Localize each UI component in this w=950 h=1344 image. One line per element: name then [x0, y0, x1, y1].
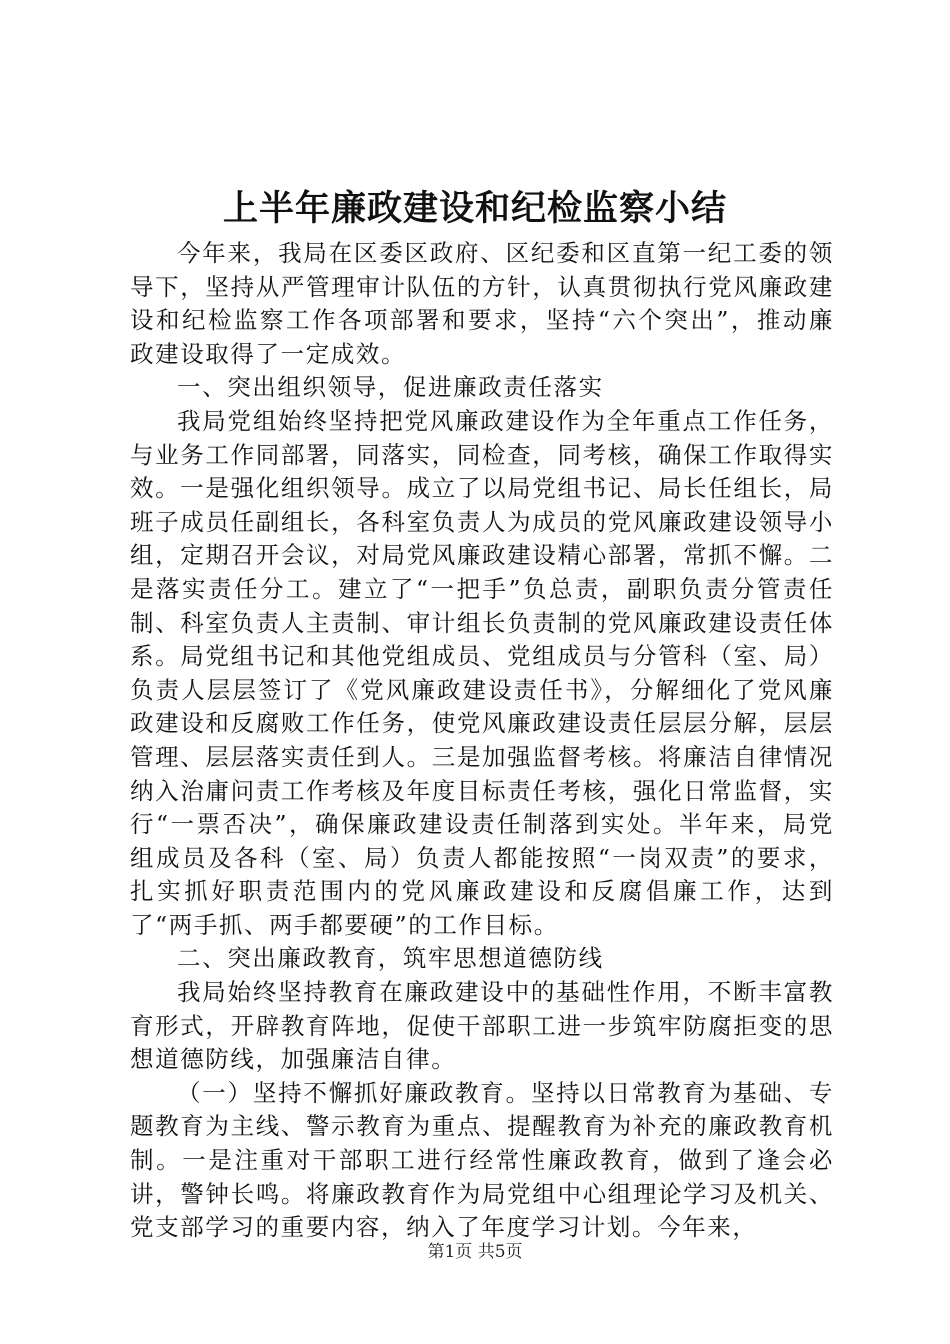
page-number: 第1页 共5页: [427, 1242, 523, 1262]
section-heading-2: 二、突出廉政教育，筑牢思想道德防线: [177, 944, 604, 973]
paragraph-subsection-1: （一）坚持不懈抓好廉政教育。坚持以日常教育为基础、专题教育为主线、警示教育为重点、提醒教育为补充的廉政教育机制。一是注重对干部职工进行经常性廉政教育，做到了逢会必讲，警钟长鸣。将廉政教育作为局党组中心组理论学习及机关、党支部学习的重要内容，纳入了年度学习计划。今年来，: [130, 1078, 834, 1242]
page-footer: [0, 1240, 950, 1264]
document-title: 上半年廉政建设和纪检监察小结: [222, 188, 727, 229]
section-heading-1: 一、突出组织领导，促进廉政责任落实: [177, 373, 604, 402]
paragraph-section-2-intro: 我局始终坚持教育在廉政建设中的基础性作用，不断丰富教育形式，开辟教育阵地，促使干部职工进一步筑牢防腐拒变的思想道德防线，加强廉洁自律。: [130, 978, 834, 1074]
paragraph-intro: 今年来，我局在区委区政府、区纪委和区直第一纪工委的领导下，坚持从严管理审计队伍的方针，认真贯彻执行党风廉政建设和纪检监察工作各项部署和要求，坚持“六个突出”，推动廉政建设取得了一定成效。: [130, 239, 834, 368]
paragraph-section-1: 我局党组始终坚持把党风廉政建设作为全年重点工作任务，与业务工作同部署，同落实，同检查，同考核，确保工作取得实效。一是强化组织领导。成立了以局党组书记、局长任组长，局班子成员任副组长，各科室负责人为成员的党风廉政建设领导小组，定期召开会议，对局党风廉政建设精心部署，常抓不懈。二是落实责任分工。建立了“一把手”负总责，副职负责分管责任制、科室负责人主责制、审计组长负责制的党风廉政建设责任体系。局党组书记和其他党组成员、党组成员与分管科（室、局）负责人层层签订了《党风廉政建设责任书》，分解细化了党风廉政建设和反腐败工作任务，使党风廉政建设责任层层分解，层层管理、层层落实责任到人。三是加强监督考核。将廉洁自律情况纳入治庸问责工作考核及年度目标责任考核，强化日常监督，实行“一票否决”，确保廉政建设责任制落到实处。半年来，局党组成员及各科（室、局）负责人都能按照“一岗双责”的要求，扎实抓好职责范围内的党风廉政建设和反腐倡廉工作，达到了“两手抓、两手都要硬”的工作目标。: [130, 406, 834, 939]
document-body: [130, 237, 834, 1245]
